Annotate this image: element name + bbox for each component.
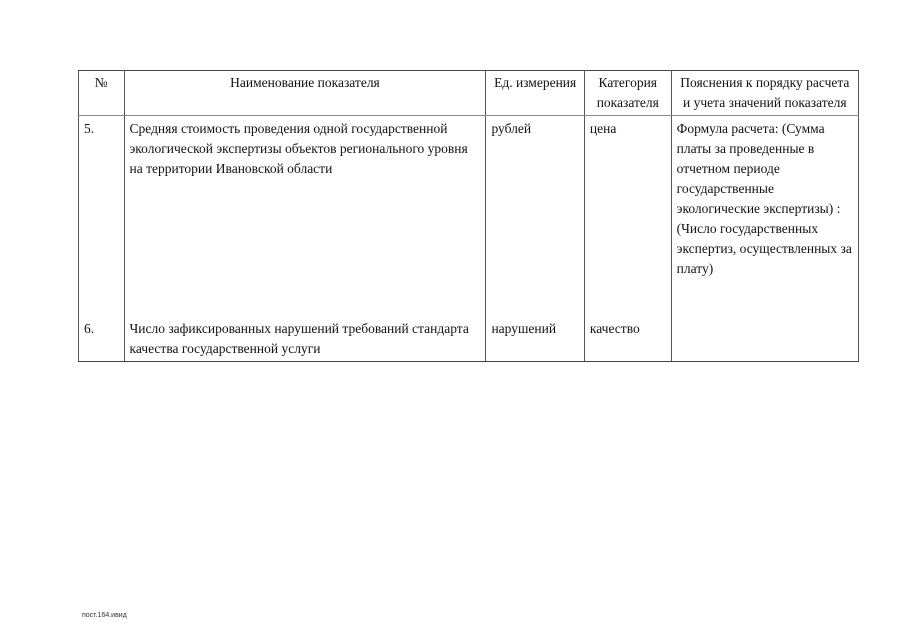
footer-code: пост.164.ивид	[82, 612, 127, 619]
header-unit: Ед. измерения	[486, 71, 584, 116]
row-note: Формула расчета: (Сумма платы за проведенные в отчетном периоде государственные экологические экспертизы) : (Число государственных экспертиз, осуществленных за плату)	[671, 116, 858, 318]
row-note	[671, 317, 858, 362]
table-header-row	[79, 71, 859, 116]
header-name: Наименование показателя	[124, 71, 486, 116]
row-num: 5.	[79, 116, 125, 318]
row-name: Число зафиксированных нарушений требований стандарта качества государственной услуги	[124, 317, 486, 362]
row-unit: рублей	[486, 116, 584, 318]
row-unit: нарушений	[486, 317, 584, 362]
row-category: цена	[584, 116, 671, 318]
table-row	[79, 317, 859, 362]
row-category: качество	[584, 317, 671, 362]
header-num: №	[79, 71, 125, 116]
header-category: Категория показателя	[584, 71, 671, 116]
row-num: 6.	[79, 317, 125, 362]
row-name: Средняя стоимость проведения одной государственной экологической экспертизы объектов регионального уровня на территории Ивановской области	[124, 116, 486, 318]
header-note: Пояснения к порядку расчета и учета значений показателя	[671, 71, 858, 116]
table-row	[79, 116, 859, 318]
indicators-table	[78, 70, 859, 362]
